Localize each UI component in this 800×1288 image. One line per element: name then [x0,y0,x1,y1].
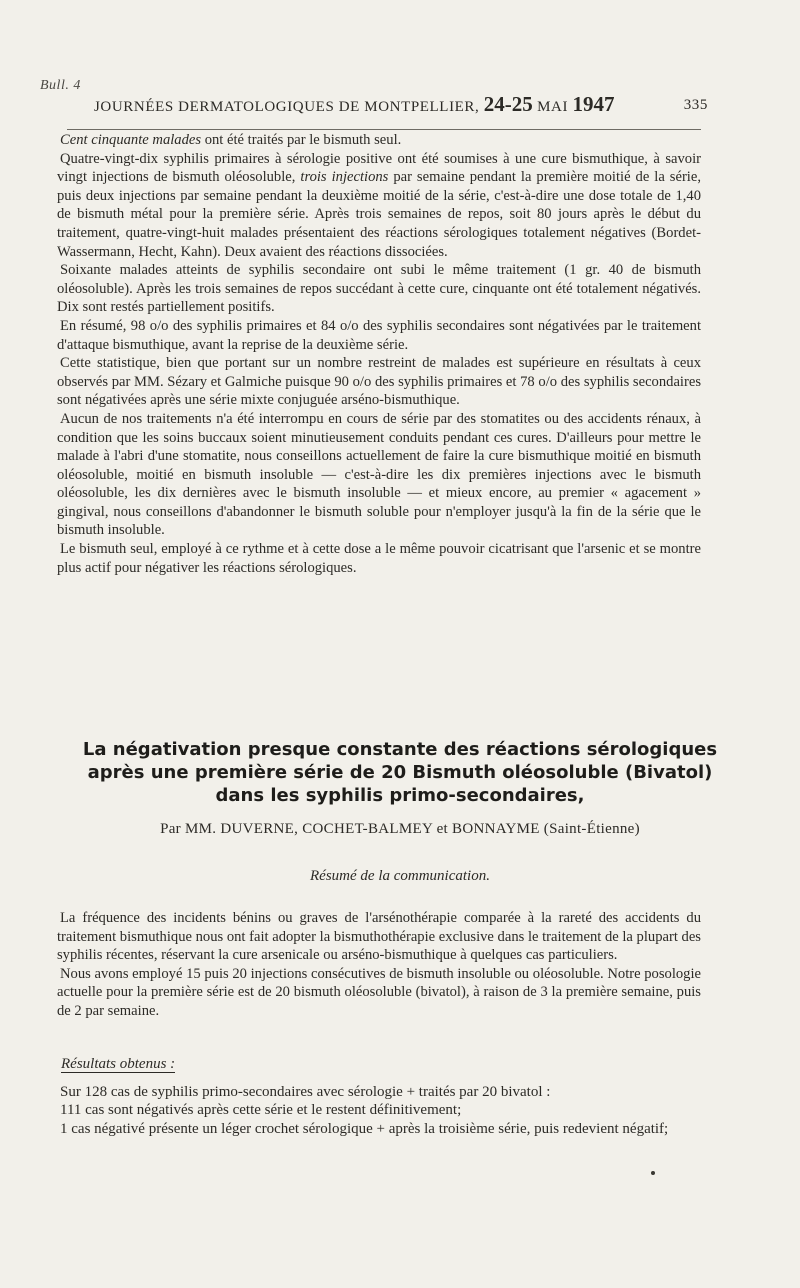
paragraph [57,150,701,262]
article-title [40,738,760,807]
paragraph-text: Quatre-vingt-dix syphilis primaires à sérologie positive ont été soumises à une cure bismuthique, à savoir vingt injections de bismuth oléosoluble, [57,150,701,186]
bull-note: Bull. 4 [40,78,81,93]
paragraph: Cette statistique, bien que portant sur un nombre restreint de malades est supérieure en résultats à ceux observés par MM. Sézary et Galmiche puisque 90 o/o des syphilis primaires et 78 o/o des syphilis secondaires sont négativées après une série mixte conjuguée arséno-bismuthique. [57,355,701,409]
summary-label: Résumé de la communication. [310,868,490,884]
paragraph: Soixante malades atteints de syphilis secondaire ont subi le même traitement (1 gr. 40 de bismuth oléosoluble). Après les trois semaines de repos succédant à cette cure, cinquante ont été totalement négativés. Dix sont restés partiellement positifs. [57,262,701,316]
results-heading [61,1056,175,1073]
paragraph-text: ont été traités par le bismuth seul. [201,132,402,148]
article-body [57,909,701,1021]
article-title-line: La négativation presque constante des réactions sérologiques [82,739,718,760]
paragraph-text: par semaine pendant la première moitié de la série, puis deux injections par semaine pendant la deuxième moitié de la série, c'est-à-dire une dose totale de 1,40 de bismuth métal pour la première série. Après trois semaines de repos, soit 80 jours après le début du traitement, quatre-vingt-huit malades présentaient des réactions sérologiques totalement négatives (Bordet-Wassermann, Hecht, Kahn). Deux avaient des réactions dissociées. [57,169,701,260]
ink-dot [651,1171,655,1175]
emphasis-text: Cent cinquante malades [60,132,202,148]
page-number: 335 [683,97,708,113]
article-authors: Par MM. DUVERNE, COCHET-BALMEY et BONNAYME (Saint-Étienne) [160,821,640,837]
results-item: Sur 128 cas de syphilis primo-secondaires avec sérologie + traités par 20 bivatol : [60,1084,551,1100]
header-rule [67,129,701,130]
paragraph: Aucun de nos traitements n'a été interrompu en cours de série par des stomatites ou des accidents rénaux, à condition que les soins buccaux soient minutieusement conduits pendant ces cures. D'ailleurs pour mettre le malade à l'abri d'une stomatite, nous conseillons actuellement de faire la cure bismuthique moitié en bismuth oléosoluble, moitié en bismuth insoluble — c'est-à-dire les dix premières injections avec le bismuth oléosoluble, les dix dernières avec le bismuth insoluble — et mieux encore, au premier « agacement » gingival, nous conseillons d'abandonner le bismuth soluble pour n'employer jusqu'à la fin de la série que le bismuth insoluble. [57,410,701,539]
results-item: 1 cas négativé présente un léger crochet sérologique + après la troisième série, puis redevient négatif; [60,1120,669,1137]
running-head [94,92,710,117]
paragraph: Le bismuth seul, employé à ce rythme et à cette dose a le même pouvoir cicatrisant que l'arsenic et se montre plus actif pour négativer les réactions sérologiques. [57,541,701,576]
paragraph: Nous avons employé 15 puis 20 injections consécutives de bismuth insoluble ou oléosoluble. Notre posologie actuelle pour la première série est de 20 bismuth oléosoluble (bivatol), à raison de 3 la première semaine, puis de 2 par semaine. [57,965,701,1019]
running-head-title: JOURNÉES DERMATOLOGIQUES DE MONTPELLIER, [94,99,480,115]
article-title-line: dans les syphilis primo-secondaires, [215,785,585,806]
running-head-year: 1947 [572,92,615,116]
paragraph: La fréquence des incidents bénins ou graves de l'arsénothérapie comparée à la rareté des accidents du traitement bismuthique nous ont fait adopter la bismuthothérapie exclusive dans le traitement de la plupart des syphilis récentes, réservant la cure arsenicale ou arséno-bismuthique à quelques cas particuliers. [57,910,701,964]
running-head-dates: 24-25 [483,92,533,116]
emphasis-text: trois injections [300,169,389,186]
previous-article-text [57,131,701,577]
results-item: 111 cas sont négativés après cette série et le restent définitivement; [60,1102,462,1119]
paragraph [57,131,701,150]
results-list [57,1083,701,1138]
article-title-line: après une première série de 20 Bismuth oléosoluble (Bivatol) [87,762,713,783]
results-heading-text: Résultats obtenus : [61,1056,176,1072]
paragraph: En résumé, 98 o/o des syphilis primaires et 84 o/o des syphilis secondaires sont négativées par le traitement d'attaque bismuthique, avant la reprise de la deuxième série. [57,317,701,353]
running-head-month: MAI [537,99,569,115]
